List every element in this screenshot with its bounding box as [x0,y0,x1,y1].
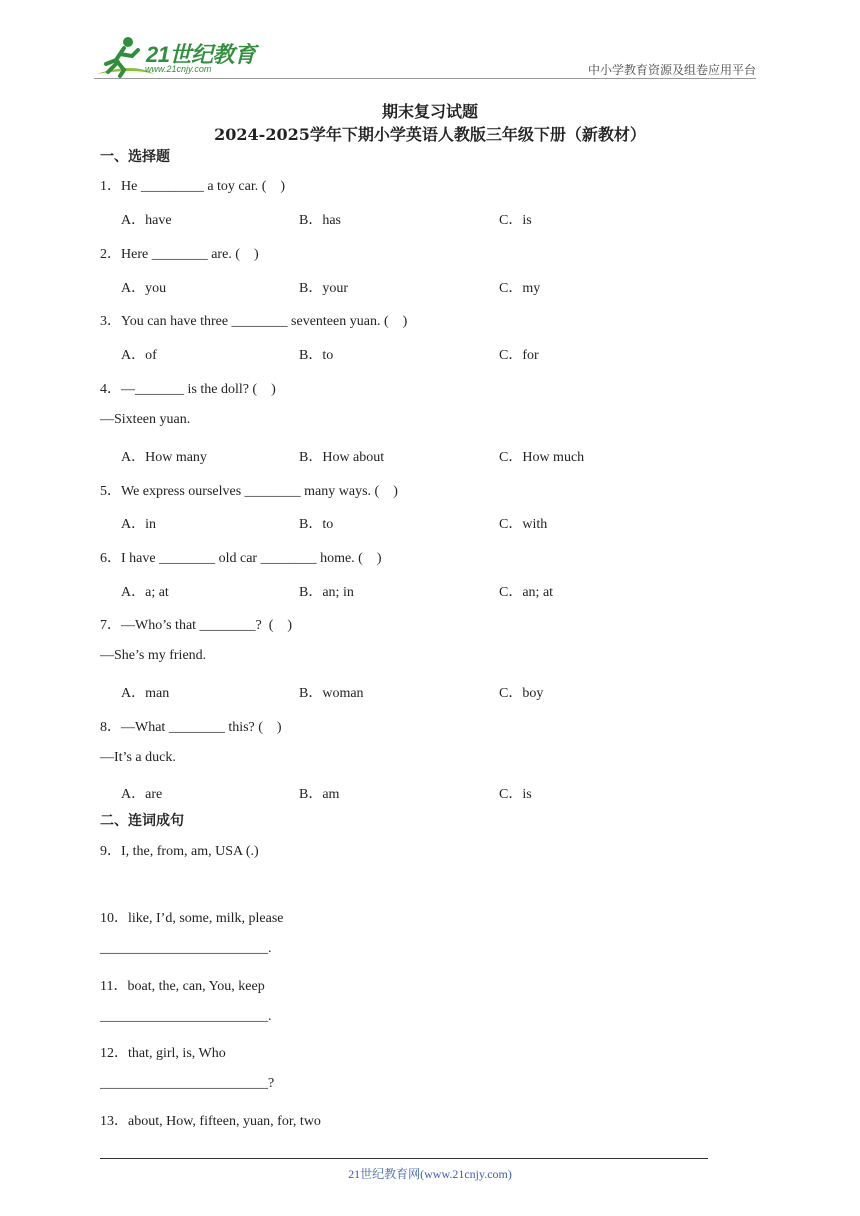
section-heading-choice: 一、选择题 [100,149,170,165]
option-b: B．to [299,517,334,532]
page-title: 期末复习试题 [381,102,478,121]
question-6: 6．I have ________ old car ________ home. ( ) [100,551,382,566]
question-12: 12．that, girl, is, Who [100,1046,226,1061]
question-4: 4．—_______ is the doll? ( ) [100,382,276,397]
question-11: 11．boat, the, can, You, keep [100,979,265,994]
logo-url: www.21cnjy.com [145,64,212,74]
option-b: B．your [299,281,348,296]
option-a: A．in [121,517,156,532]
question-8-response: —It’s a duck. [100,750,176,765]
answer-line: ________________________. [100,941,272,956]
option-a: A．of [121,348,157,363]
question-5: 5．We express ourselves ________ many ways. ( ) [100,484,398,499]
footer-divider [100,1158,708,1159]
page-subtitle: 2024-2025学年下期小学英语人教版三年级下册（新教材） [214,125,646,144]
option-a: A．are [121,787,163,802]
question-8: 8．—What ________ this? ( ) [100,720,282,735]
question-10: 10．like, I’d, some, milk, please [100,911,284,926]
option-b: B．How about [299,450,385,465]
option-a: A．How many [121,450,207,465]
option-c: C．with [499,517,548,532]
question-7: 7．—Who’s that ________? ( ) [100,618,293,633]
option-b: B．an; in [299,585,354,600]
question-7-response: —She’s my friend. [100,648,207,663]
question-2: 2．Here ________ are. ( ) [100,247,259,262]
option-c: C．an; at [499,585,554,600]
option-b: B．woman [299,686,364,701]
option-c: C．boy [499,686,544,701]
option-a: A．you [121,281,167,296]
answer-line: ________________________? [100,1076,275,1091]
question-13: 13．about, How, fifteen, yuan, for, two [100,1114,321,1129]
option-b: B．has [299,213,341,228]
option-b: B．to [299,348,334,363]
option-b: B．am [299,787,340,802]
option-c: C．for [499,348,539,363]
question-3: 3．You can have three ________ seventeen yuan. ( ) [100,314,408,329]
option-c: C．my [499,281,541,296]
logo-text: 21世纪教育 [146,42,256,67]
answer-line: ________________________. [100,1009,272,1024]
header-platform-text: 中小学教育资源及组卷应用平台 [587,63,756,77]
option-a: A．a; at [121,585,169,600]
question-9: 9．I, the, from, am, USA (.) [100,844,259,859]
footer-link[interactable]: 21世纪教育网(www.21cnjy.com) [348,1167,512,1181]
section-heading-sentence: 二、连词成句 [100,813,184,829]
option-c: C．is [499,787,532,802]
option-c: C．is [499,213,532,228]
option-c: C．How much [499,450,585,465]
header-divider [94,78,756,79]
option-a: A．have [121,213,172,228]
option-a: A．man [121,686,170,701]
question-4-response: —Sixteen yuan. [100,412,191,427]
question-1: 1．He _________ a toy car. ( ) [100,179,286,194]
